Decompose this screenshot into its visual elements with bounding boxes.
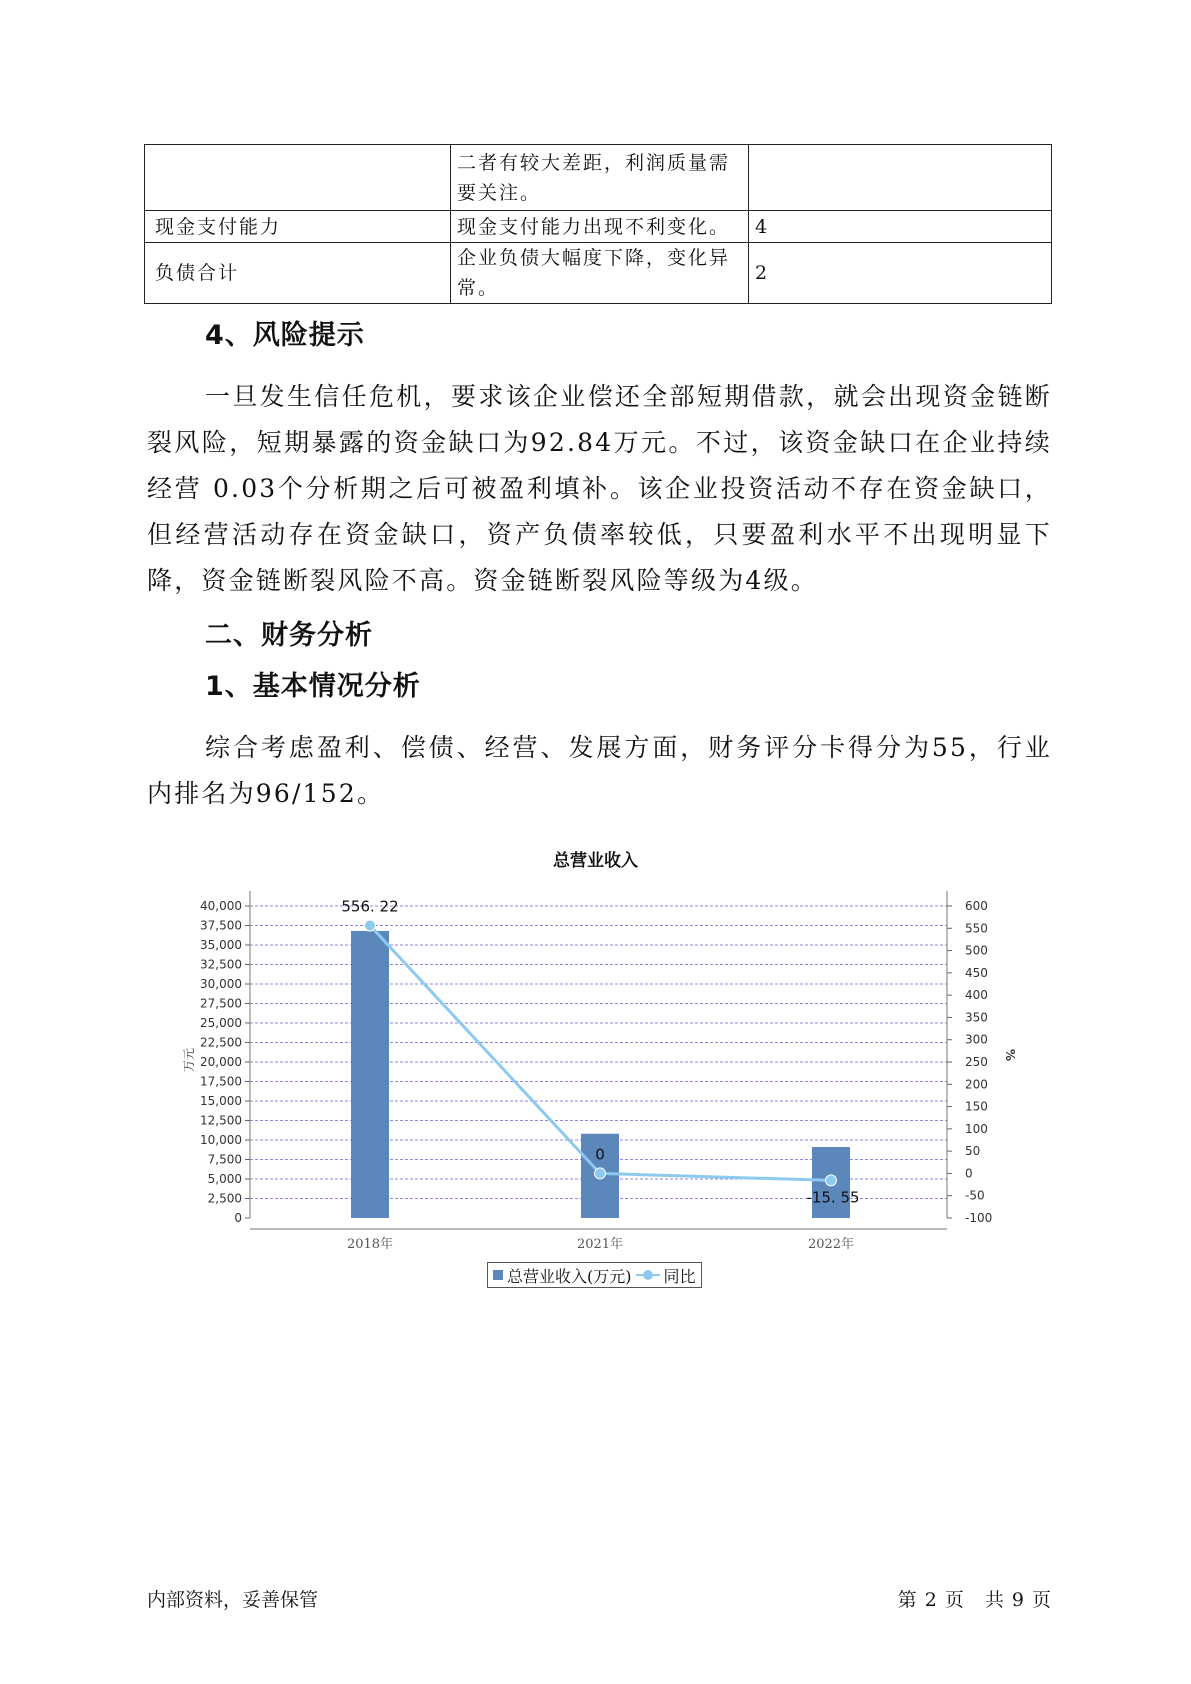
y-tick-label: 10,000 (200, 1133, 242, 1147)
table-cell-score: 2 (749, 243, 1052, 304)
line-point (365, 920, 376, 931)
y2-tick-label: 0 (965, 1166, 973, 1181)
y2-tick-label: 200 (965, 1077, 988, 1092)
legend-bar-swatch (493, 1270, 503, 1280)
y2-tick-label: 250 (965, 1055, 988, 1069)
basic-text: 综合考虑盈利、偿债、经营、发展方面，财务评分卡得分为55，行业内排名为96/152。 (147, 733, 1052, 808)
x-tick-label: 2021年 (576, 1237, 624, 1252)
y2-tick-label: 300 (965, 1032, 988, 1047)
y-tick-label: 40,000 (200, 899, 242, 913)
y-tick-label: 30,000 (200, 977, 242, 991)
table-cell-desc: 二者有较大差距，利润质量需要关注。 (451, 145, 749, 211)
table-cell-item: 负债合计 (145, 243, 451, 304)
y2-axis-label: % (1003, 1048, 1017, 1062)
y-tick-label: 32,500 (200, 957, 242, 972)
y2-tick-label: -100 (965, 1211, 993, 1225)
chart-legend (487, 1262, 702, 1288)
y2-tick-label: 550 (965, 921, 988, 936)
y2-tick-label: -50 (965, 1188, 985, 1203)
y-tick-label: 15,000 (200, 1094, 242, 1108)
data-label: 0 (595, 1145, 605, 1164)
y-tick-label: 2,500 (207, 1191, 242, 1206)
y2-tick-label: 100 (965, 1121, 988, 1136)
data-label: -15. 55 (806, 1188, 860, 1207)
finance-heading: 二、财务分析 (205, 620, 373, 651)
y2-tick-label: 500 (965, 943, 988, 958)
basic-heading: 1、基本情况分析 (205, 671, 421, 702)
legend-bar-label: 总营业收入(万元) (507, 1266, 632, 1286)
footer-confidential: 内部资料，妥善保管 (147, 1589, 319, 1611)
x-tick-label: 2022年 (807, 1237, 855, 1252)
y2-tick-label: 150 (965, 1099, 988, 1114)
y2-tick-label: 50 (965, 1144, 981, 1159)
y2-tick-label: 350 (965, 1010, 988, 1025)
y2-tick-label: 600 (965, 899, 988, 913)
table-cell-desc: 企业负债大幅度下降，变化异常。 (451, 243, 749, 304)
y2-tick-label: 450 (965, 965, 988, 980)
y-tick-label: 7,500 (207, 1152, 242, 1167)
y-tick-label: 20,000 (200, 1055, 242, 1069)
legend-line-label: 同比 (663, 1266, 696, 1286)
y-tick-label: 37,500 (200, 918, 242, 933)
y-tick-label: 5,000 (207, 1172, 242, 1186)
line-point (595, 1168, 606, 1179)
chart-data-labels (341, 898, 859, 1207)
y-tick-label: 25,000 (200, 1016, 242, 1030)
y-tick-label: 12,500 (200, 1113, 242, 1128)
bar (351, 931, 389, 1218)
y-tick-label: 27,500 (200, 996, 242, 1011)
y2-tick-label: 400 (965, 988, 988, 1003)
risk-heading: 4、风险提示 (205, 320, 365, 351)
table-cell-score: 4 (749, 211, 1052, 243)
data-label: 556. 22 (341, 897, 399, 916)
y-axis-label: 万元 (182, 1047, 196, 1073)
chart-title: 总营业收入 (553, 851, 638, 871)
y-tick-label: 0 (234, 1211, 242, 1225)
risk-text: 一旦发生信任危机，要求该企业偿还全部短期借款，就会出现资金链断裂风险，短期暴露的资金缺口为92.84万元。不过，该资金缺口在企业持续经营 0.03个分析期之后可被盈利填补。该企业投资活动不存在资金缺口，但经营活动存在资金缺口，资产负债率较低，只要盈利水平不出现明显下降，资金链断裂风险不高。资金链断裂风险等级为4级。 (147, 382, 1052, 595)
table-cell-item: 现金支付能力 (145, 211, 451, 243)
y-tick-label: 22,500 (200, 1035, 242, 1050)
footer-page-number: 第 2 页 共 9 页 (897, 1589, 1052, 1611)
y-tick-label: 35,000 (200, 938, 242, 952)
y-tick-label: 17,500 (200, 1074, 242, 1089)
line-point (826, 1175, 837, 1186)
table-cell-desc: 现金支付能力出现不利变化。 (451, 211, 749, 243)
x-tick-label: 2018年 (346, 1237, 394, 1252)
legend-line-swatch (636, 1270, 660, 1280)
